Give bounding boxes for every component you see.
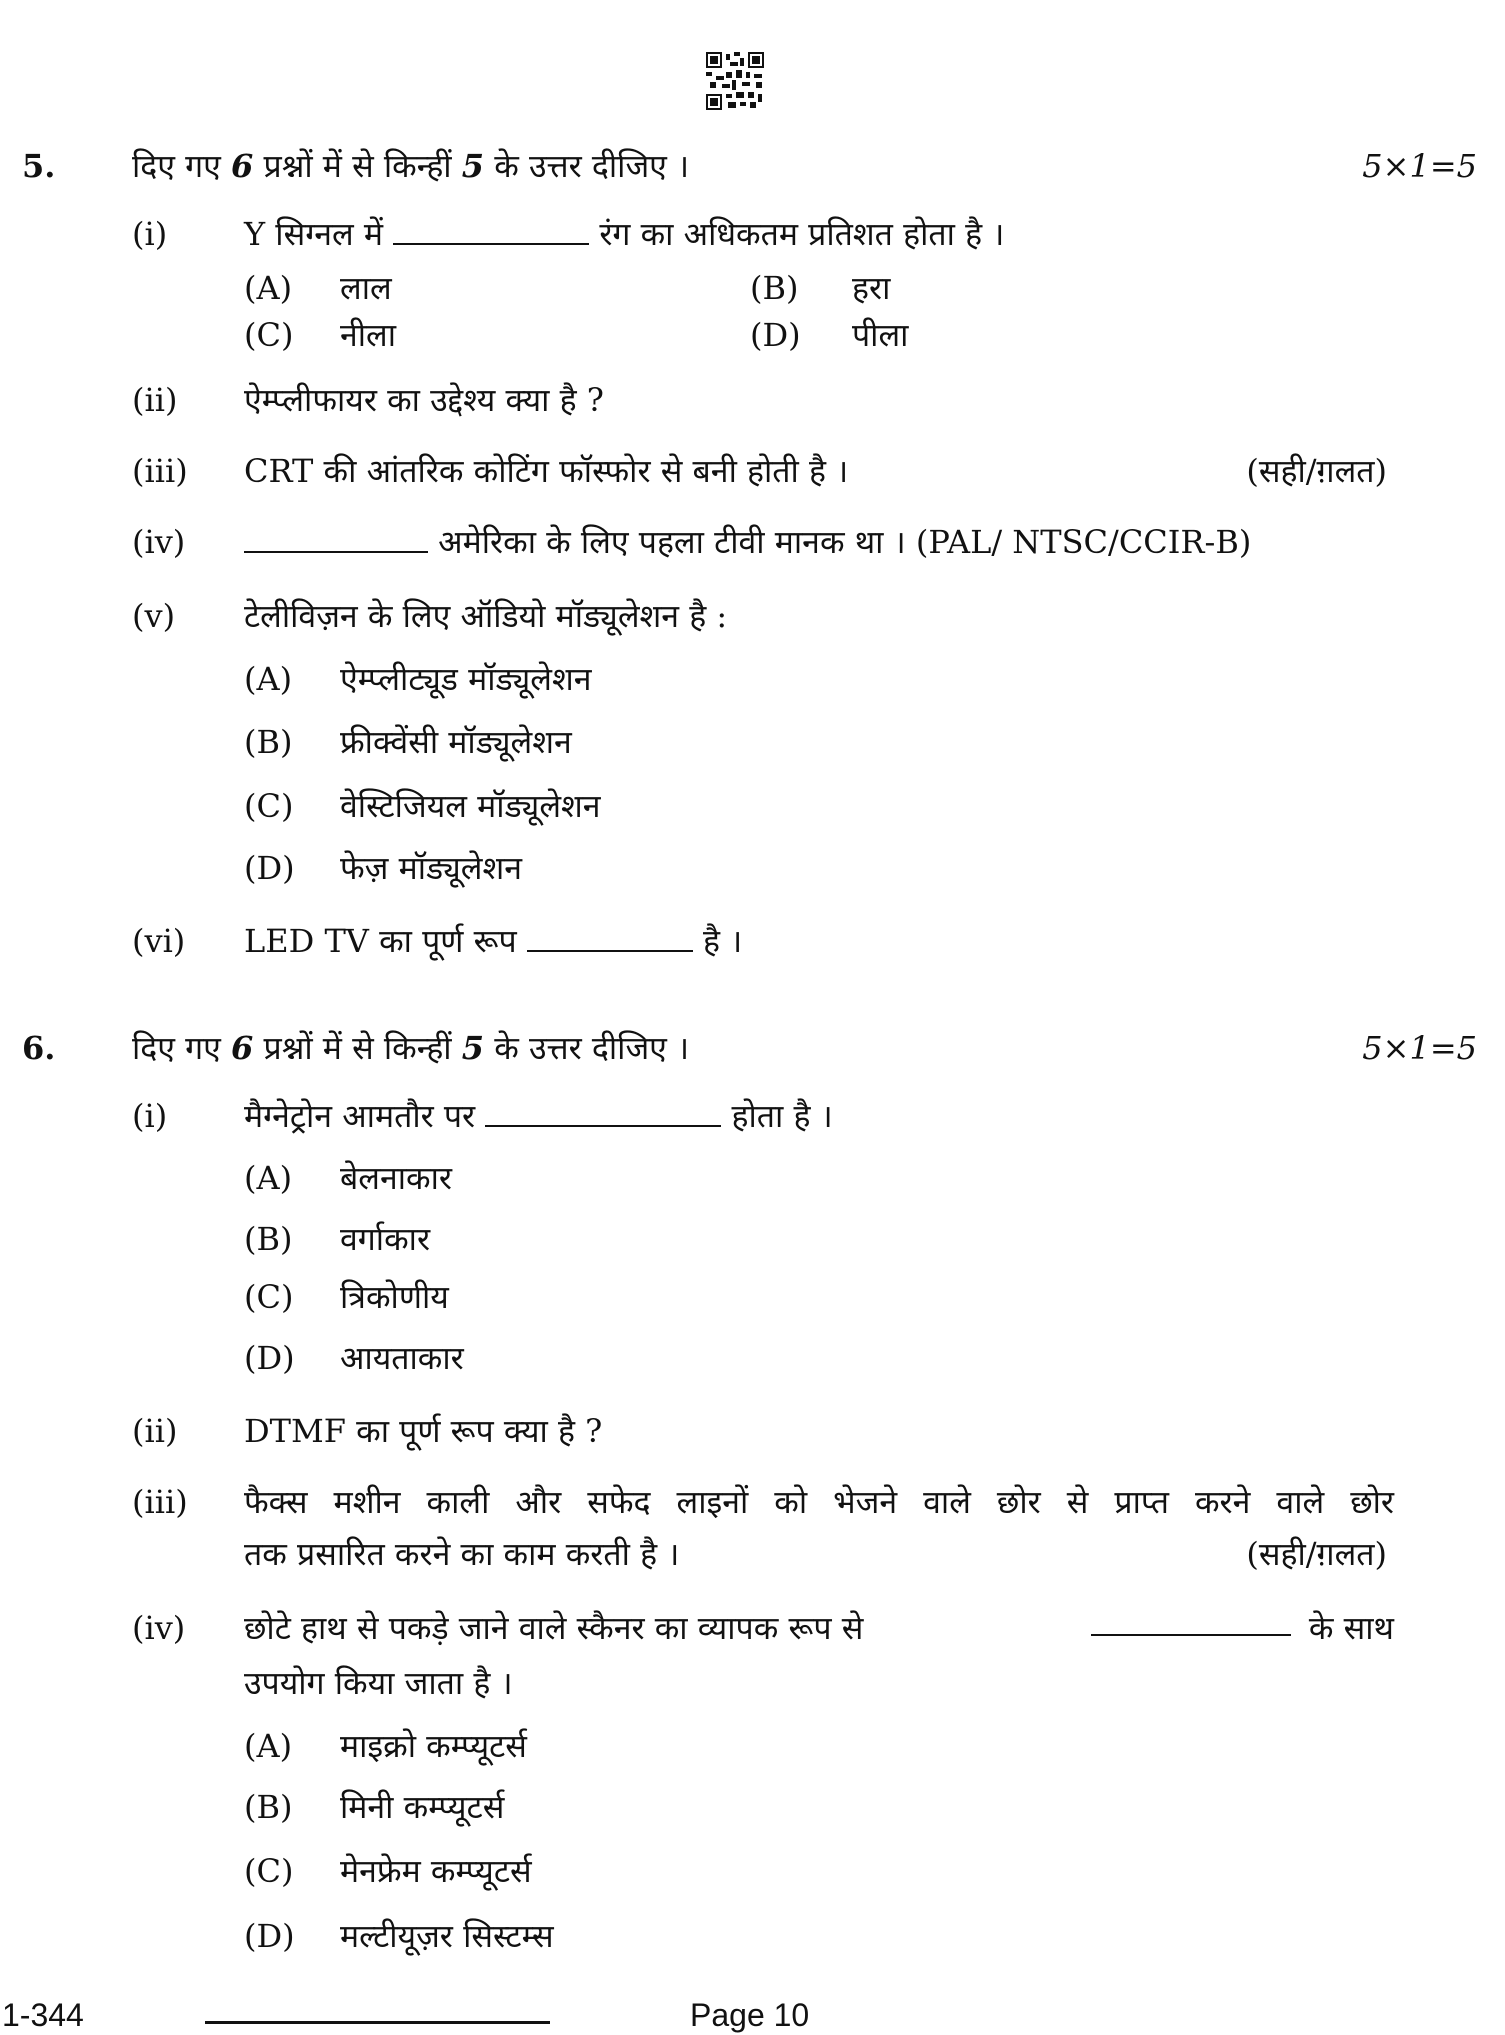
option-label: (A): [244, 269, 293, 307]
option-label: (B): [244, 723, 293, 761]
sub-question-text: CRT की आंतरिक कोटिंग फॉस्फोर से बनी होती है ।: [244, 452, 849, 490]
question-number: 5.: [22, 147, 56, 185]
question-number: 6.: [22, 1029, 56, 1067]
sub-question-number: (ii): [132, 381, 178, 419]
option-label: (B): [244, 1220, 293, 1258]
option-label: (B): [244, 1788, 293, 1826]
text: अमेरिका के लिए पहला टीवी मानक था । (PAL/ NTSC/CCIR-B): [438, 523, 1252, 561]
option-text: लाल: [340, 269, 392, 307]
option-text: नीला: [340, 316, 397, 354]
text: Y सिग्नल में: [244, 215, 383, 253]
sub-question-text: [244, 921, 742, 961]
sub-question-text: [244, 522, 1251, 562]
option-label: (A): [244, 660, 293, 698]
instruction-count: 6: [231, 147, 254, 185]
instruction-text: दिए गए: [132, 147, 232, 185]
instruction-count: 5: [461, 1029, 485, 1067]
option-label: (C): [244, 316, 294, 354]
option-label: (C): [244, 1852, 294, 1890]
sub-question-number: (i): [132, 215, 168, 253]
sub-question-number: (v): [132, 597, 176, 635]
sub-question-text: [244, 1608, 1394, 1648]
marks: 5×1=5: [1362, 1029, 1477, 1067]
text: होता है ।: [731, 1097, 833, 1135]
sub-question-text: [244, 214, 1004, 254]
sub-question-number: (iv): [132, 1609, 186, 1647]
instruction-count: 6: [231, 1029, 254, 1067]
option-text: ऐम्प्लीट्यूड मॉड्यूलेशन: [340, 660, 592, 698]
true-false-hint: (सही/ग़लत): [1246, 1535, 1387, 1573]
option-text: वर्गाकार: [340, 1220, 431, 1258]
paper-code: 1-344: [2, 1997, 84, 2033]
option-text: फेज़ मॉड्यूलेशन: [340, 849, 523, 887]
sub-question-number: (i): [132, 1097, 168, 1135]
option-text: मल्टीयूज़र सिस्टम्स: [340, 1917, 554, 1955]
option-text: पीला: [852, 316, 909, 354]
marks: 5×1=5: [1362, 147, 1477, 185]
option-label: (A): [244, 1727, 293, 1765]
sub-question-text: ऐम्प्लीफायर का उद्देश्य क्या है ?: [244, 381, 604, 419]
answer-blank: [244, 525, 428, 553]
footer-divider: [205, 2021, 550, 2024]
option-text: मेनफ्रेम कम्प्यूटर्स: [340, 1852, 532, 1890]
sub-question-text: तक प्रसारित करने का काम करती है ।: [244, 1535, 680, 1573]
answer-blank: [1091, 1608, 1291, 1636]
option-label: (A): [244, 1159, 293, 1197]
sub-question-text: उपयोग किया जाता है ।: [244, 1664, 513, 1702]
option-label: (D): [750, 316, 801, 354]
option-text: हरा: [852, 269, 891, 307]
option-text: मिनी कम्प्यूटर्स: [340, 1788, 505, 1826]
instruction-text: प्रश्नों में से किन्हीं: [253, 1029, 462, 1067]
qr-code: [706, 52, 764, 110]
option-text: फ्रीक्वेंसी मॉड्यूलेशन: [340, 723, 572, 761]
option-label: (D): [244, 1917, 295, 1955]
answer-blank: [485, 1099, 721, 1127]
option-text: त्रिकोणीय: [340, 1278, 449, 1316]
sub-question-text: फैक्स मशीन काली और सफेद लाइनों को भेजने वाले छोर से प्राप्त करने वाले छोर: [244, 1483, 1394, 1521]
sub-question-text: टेलीविज़न के लिए ऑडियो मॉड्यूलेशन है :: [244, 597, 728, 635]
instruction-text: प्रश्नों में से किन्हीं: [253, 147, 462, 185]
answer-blank: [393, 217, 589, 245]
text: के साथ: [1308, 1609, 1394, 1647]
option-text: आयताकार: [340, 1339, 464, 1377]
question-instruction: [132, 1028, 689, 1068]
option-text: माइक्रो कम्प्यूटर्स: [340, 1727, 527, 1765]
option-label: (D): [244, 1339, 295, 1377]
sub-question-number: (iii): [132, 452, 188, 490]
sub-question-number: (ii): [132, 1412, 178, 1450]
option-label: (B): [750, 269, 799, 307]
text: LED TV का पूर्ण रूप: [244, 922, 517, 960]
text: छोटे हाथ से पकड़े जाने वाले स्कैनर का व्यापक रूप से: [244, 1609, 864, 1647]
option-text: वेस्टिजियल मॉड्यूलेशन: [340, 787, 601, 825]
text: मैग्नेट्रोन आमतौर पर: [244, 1097, 476, 1135]
instruction-text: के उत्तर दीजिए ।: [484, 147, 690, 185]
page-number: Page 10: [690, 1997, 810, 2033]
sub-question-text: DTMF का पूर्ण रूप क्या है ?: [244, 1412, 603, 1450]
instruction-text: दिए गए: [132, 1029, 232, 1067]
answer-blank: [527, 924, 693, 952]
option-label: (C): [244, 1278, 294, 1316]
sub-question-number: (iv): [132, 523, 186, 561]
instruction-text: के उत्तर दीजिए ।: [484, 1029, 690, 1067]
option-text: बेलनाकार: [340, 1159, 452, 1197]
question-instruction: [132, 146, 689, 186]
sub-question-text: [244, 1096, 833, 1136]
sub-question-number: (vi): [132, 922, 186, 960]
instruction-count: 5: [461, 147, 485, 185]
true-false-hint: (सही/ग़लत): [1246, 452, 1387, 490]
option-label: (C): [244, 787, 294, 825]
option-label: (D): [244, 849, 295, 887]
sub-question-number: (iii): [132, 1483, 188, 1521]
text: रंग का अधिकतम प्रतिशत होता है ।: [599, 215, 1005, 253]
text: है ।: [702, 922, 743, 960]
